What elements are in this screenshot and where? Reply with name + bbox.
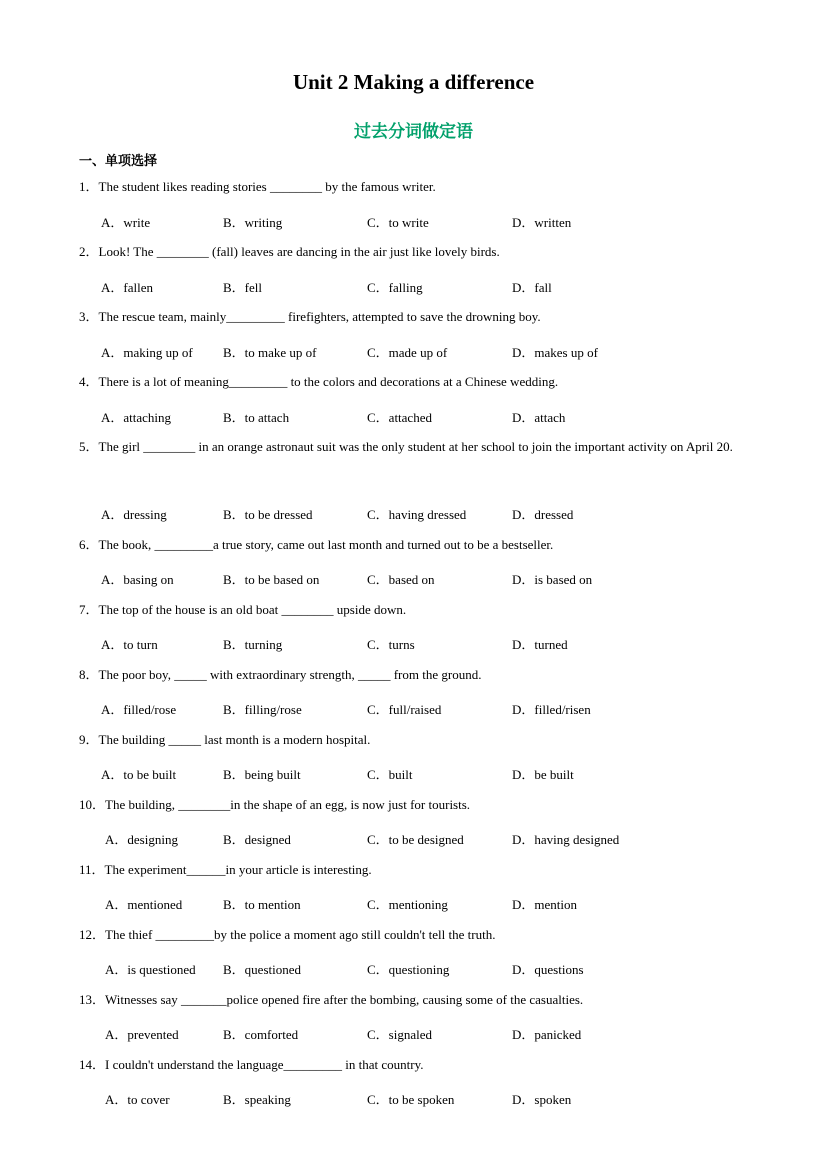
question-stem: 14．I couldn't understand the language_________ in that country.: [79, 1057, 424, 1072]
option-a[interactable]: A．is questioned: [105, 962, 196, 977]
option-c[interactable]: C．based on: [367, 572, 435, 587]
option-b[interactable]: B．to mention: [223, 897, 301, 912]
option-d[interactable]: D．questions: [512, 962, 584, 977]
question-stem: 3．The rescue team, mainly_________ firefighters, attempted to save the drowning boy.: [79, 309, 541, 324]
option-c[interactable]: C．attached: [367, 410, 432, 425]
option-a[interactable]: A．to turn: [101, 637, 158, 652]
option-a[interactable]: A．write: [101, 215, 151, 230]
option-b[interactable]: B．to be dressed: [223, 507, 313, 522]
option-d[interactable]: D．panicked: [512, 1027, 582, 1042]
option-c[interactable]: C．falling: [367, 280, 423, 295]
question-stem: 4．There is a lot of meaning_________ to the colors and decorations at a Chinese wedding.: [79, 374, 559, 389]
option-c[interactable]: C．questioning: [367, 962, 450, 977]
option-a[interactable]: A．dressing: [101, 507, 167, 522]
option-b[interactable]: B．questioned: [223, 962, 301, 977]
option-c[interactable]: C．mentioning: [367, 897, 448, 912]
option-d[interactable]: D．makes up of: [512, 345, 598, 360]
option-b[interactable]: B．comforted: [223, 1027, 299, 1042]
option-b[interactable]: B．speaking: [223, 1092, 291, 1107]
option-c[interactable]: C．built: [367, 767, 413, 782]
question-stem: 13．Witnesses say _______police opened fire after the bombing, causing some of the casualties.: [79, 992, 584, 1007]
option-a[interactable]: A．prevented: [105, 1027, 179, 1042]
option-d[interactable]: D．attach: [512, 410, 566, 425]
section-heading: 一、单项选择: [79, 154, 158, 169]
option-a[interactable]: A．filled/rose: [101, 702, 177, 717]
option-a[interactable]: A．making up of: [101, 345, 193, 360]
question-stem: 2．Look! The ________ (fall) leaves are dancing in the air just like lovely birds.: [79, 244, 500, 259]
option-b[interactable]: B．designed: [223, 832, 291, 847]
option-d[interactable]: D．be built: [512, 767, 574, 782]
option-a[interactable]: A．designing: [105, 832, 178, 847]
option-a[interactable]: A．to be built: [101, 767, 177, 782]
question-stem: 1．The student likes reading stories ________ by the famous writer.: [79, 179, 436, 194]
question-stem: 7．The top of the house is an old boat ________ upside down.: [79, 602, 407, 617]
option-b[interactable]: B．turning: [223, 637, 283, 652]
option-d[interactable]: D．spoken: [512, 1092, 572, 1107]
option-d[interactable]: D．fall: [512, 280, 552, 295]
option-d[interactable]: D．turned: [512, 637, 568, 652]
option-d[interactable]: D．filled/risen: [512, 702, 591, 717]
option-b[interactable]: B．filling/rose: [223, 702, 302, 717]
question-stem: 8．The poor boy, _____ with extraordinary strength, _____ from the ground.: [79, 667, 482, 682]
option-d[interactable]: D．is based on: [512, 572, 593, 587]
option-d[interactable]: D．written: [512, 215, 572, 230]
option-b[interactable]: B．to attach: [223, 410, 290, 425]
question-stem: 9．The building _____ last month is a modern hospital.: [79, 732, 371, 747]
option-c[interactable]: C．signaled: [367, 1027, 432, 1042]
option-b[interactable]: B．to be based on: [223, 572, 320, 587]
option-a[interactable]: A．basing on: [101, 572, 174, 587]
option-c[interactable]: C．full/raised: [367, 702, 442, 717]
question-stem: 5．The girl ________ in an orange astronaut suit was the only student at her school to join the important activity on April 20.: [79, 439, 733, 454]
option-b[interactable]: B．fell: [223, 280, 262, 295]
question-stem: 11．The experiment______in your article is interesting.: [79, 862, 372, 877]
option-b[interactable]: B．being built: [223, 767, 301, 782]
question-stem: 12．The thief _________by the police a moment ago still couldn't tell the truth.: [79, 927, 496, 942]
option-c[interactable]: C．having dressed: [367, 507, 467, 522]
option-a[interactable]: A．mentioned: [105, 897, 183, 912]
option-d[interactable]: D．mention: [512, 897, 577, 912]
option-c[interactable]: C．to be designed: [367, 832, 464, 847]
option-b[interactable]: B．to make up of: [223, 345, 317, 360]
option-b[interactable]: B．writing: [223, 215, 283, 230]
option-d[interactable]: D．dressed: [512, 507, 574, 522]
option-a[interactable]: A．attaching: [101, 410, 172, 425]
option-a[interactable]: A．to cover: [105, 1092, 170, 1107]
option-a[interactable]: A．fallen: [101, 280, 153, 295]
question-stem: 10．The building, ________in the shape of an egg, is now just for tourists.: [79, 797, 471, 812]
option-c[interactable]: C．to be spoken: [367, 1092, 455, 1107]
option-c[interactable]: C．made up of: [367, 345, 448, 360]
option-c[interactable]: C．to write: [367, 215, 429, 230]
option-c[interactable]: C．turns: [367, 637, 415, 652]
page-title: Unit 2 Making a difference: [292, 70, 535, 94]
page-subtitle: 过去分词做定语: [354, 122, 473, 142]
option-d[interactable]: D．having designed: [512, 832, 620, 847]
question-stem: 6．The book, _________a true story, came out last month and turned out to be a bestseller.: [79, 537, 554, 552]
